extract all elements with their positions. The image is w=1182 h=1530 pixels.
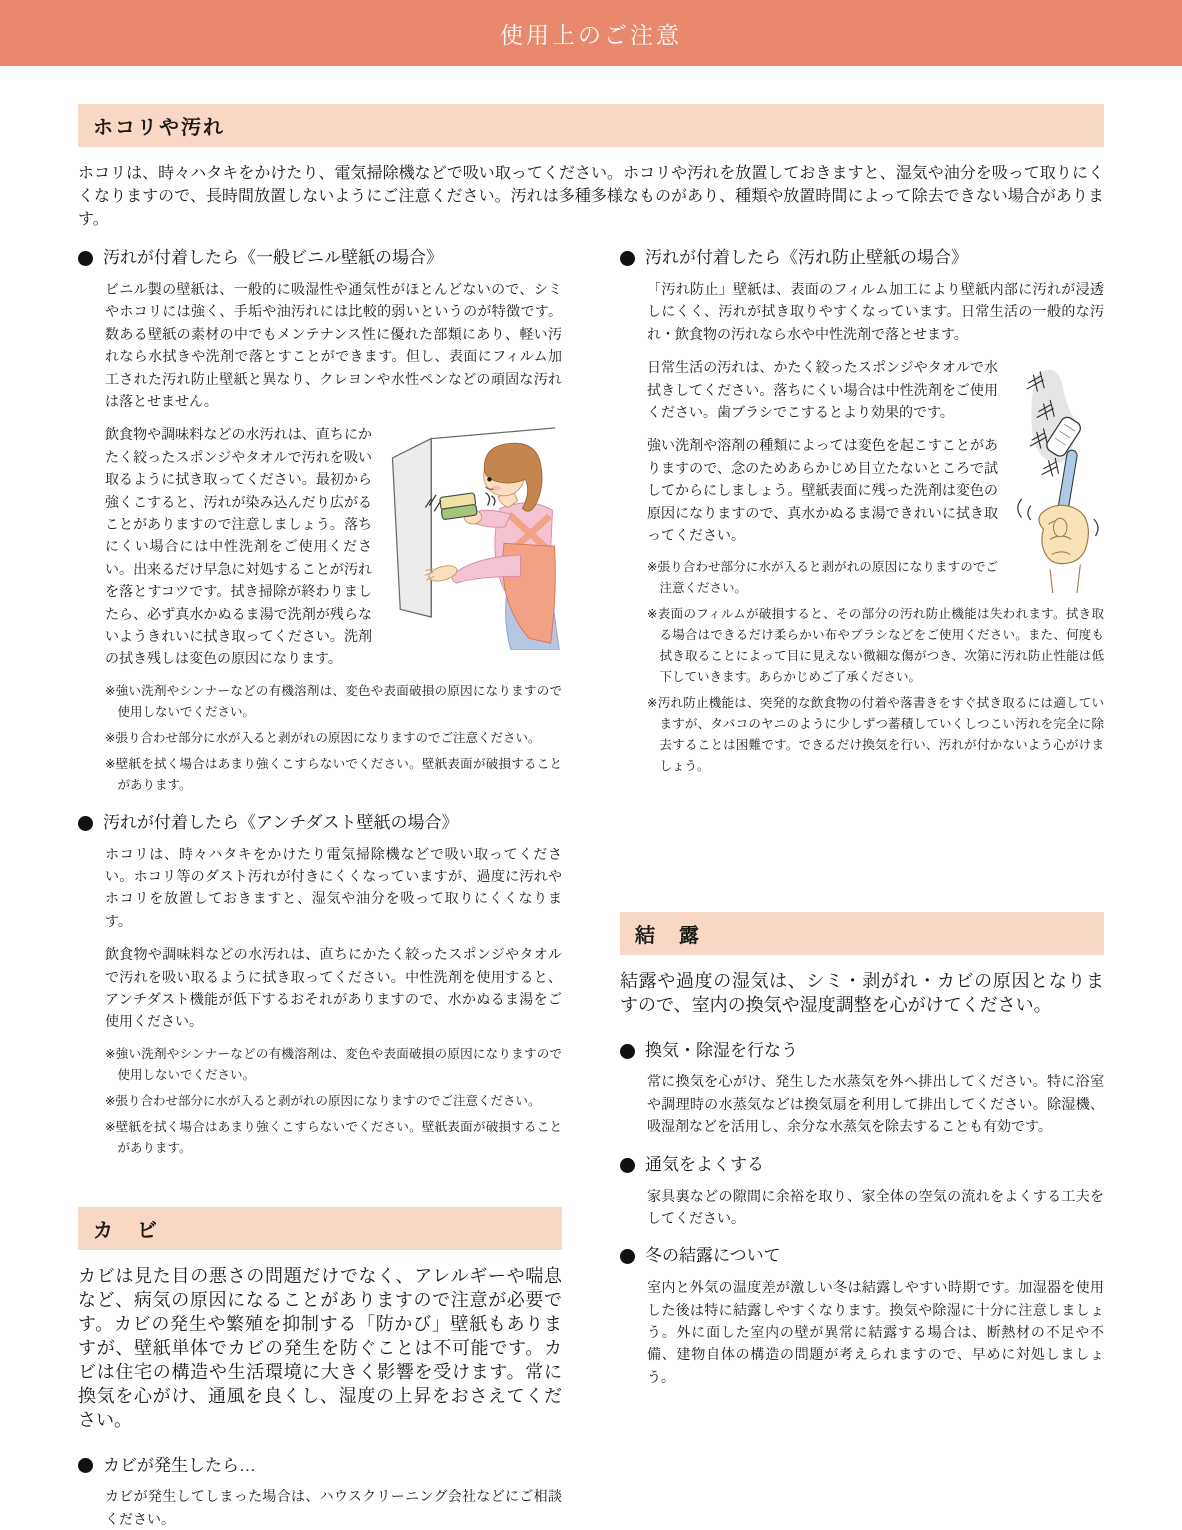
antidust-body (78, 843, 562, 1159)
ketsuro-section (620, 912, 1104, 1388)
heading-airflow-label: 通気をよくする (645, 1154, 764, 1177)
vinyl-note-1: ※強い洗剤やシンナーなどの有機溶剤は、変色や表面破損の原因になりますので使用しないでください。 (105, 681, 562, 723)
vinyl-body (78, 278, 562, 796)
kabi-sub-section (78, 1455, 562, 1530)
section-title-ketsuro: 結 露 (635, 919, 1089, 948)
heading-antidust (78, 812, 562, 835)
bullet-icon (620, 1044, 635, 1059)
heading-airflow (620, 1154, 1104, 1177)
vinyl-paragraph-2: 飲食物や調味料などの水汚れは、直ちにかたく絞ったスポンジやタオルで汚れを吸い取るように拭き取ってください。最初から強くこすると、汚れが染み込んだり広がることがありますので注意しましょう。落ちにくい場合には中性洗剤をご使用ください。出来るだけ早急に対処することが汚れを落とすコツです。拭き掃除が終わりましたら、必ず真水かぬるま湯で洗剤が残らないようきれいに拭き取ってください。洗剤の拭き残しは変色の原因になります。 (105, 423, 562, 669)
bullet-icon (620, 1249, 635, 1264)
airflow-paragraph: 家具裏などの隙間に余裕を取り、家全体の空気の流れをよくする工夫をしてください。 (647, 1185, 1104, 1230)
heading-vinyl (78, 247, 562, 270)
stainproof-paragraph-1: 「汚れ防止」壁紙は、表面のフィルム加工により壁紙内部に汚れが浸透しにくく、汚れが拭き取りやすくなっています。日常生活の一般的な汚れ・飲食物の汚れなら水や中性洗剤で落とせます。 (647, 278, 1104, 345)
section-stainproof-wallpaper (620, 247, 1104, 782)
bullet-icon (78, 251, 93, 266)
stainproof-note-2: ※表面のフィルムが破損すると、その部分の汚れ防止機能は失われます。拭き取る場合はできるだけ柔らかい布やブラシなどをご使用ください。また、何度も拭き取ることによって目に見えない微細な傷がつき、次第に汚れ防止性能は低下していきます。あらかじめご了承ください。 (647, 604, 1104, 688)
right-column (620, 247, 1104, 1530)
antidust-paragraph-2: 飲食物や調味料などの水汚れは、直ちにかたく絞ったスポンジやタオルで汚れを吸い取るように拭き取ってください。中性洗剤を使用すると、アンチダスト機能が低下するおそれがありますので、水かぬるま湯をご使用ください。 (105, 943, 562, 1033)
page-content (0, 104, 1182, 1530)
vinyl-note-2: ※張り合わせ部分に水が入ると剥がれの原因になりますのでご注意ください。 (105, 728, 562, 749)
section-vinyl-wallpaper (78, 247, 562, 796)
antidust-note-1: ※強い洗剤やシンナーなどの有機溶剤は、変色や表面破損の原因になりますので使用しないでください。 (105, 1044, 562, 1086)
section-antidust-wallpaper (78, 812, 562, 1159)
bullet-icon (78, 816, 93, 831)
vinyl-paragraph-1: ビニル製の壁紙は、一般的に吸湿性や通気性がほとんどないので、シミやホコリには強く、手垢や油汚れには比較的弱いというのが特徴です。数ある壁紙の素材の中でもメンテナンス性に優れた部類にあり、軽い汚れなら水拭きや洗剤で落とすことができます。但し、表面にフィルム加工された汚れ防止壁紙と異なり、クレヨンや水性ペンなどの頑固な汚れは落とせません。 (105, 278, 562, 412)
heading-kabi-occurred-label: カビが発生したら… (103, 1455, 256, 1478)
heading-kabi-occurred (78, 1455, 562, 1478)
antidust-note-3: ※壁紙を拭く場合はあまり強くこすらないでください。壁紙表面が破損することがあります。 (105, 1117, 562, 1159)
stainproof-paragraph-3: 強い洗剤や溶剤の種類によっては変色を起こすことがありますので、念のためあらかじめ目立たないところで試してからにしましょう。壁紙表面に残った洗剤は変色の原因になりますので、真水かぬるま湯できれいに拭き取ってください。 (647, 434, 1104, 546)
stainproof-body (620, 278, 1104, 782)
ventilation-paragraph: 常に換気を心がけ、発生した水蒸気を外へ排出してください。特に浴室や調理時の水蒸気などは換気扇を利用して排出してください。除湿機、吸湿剤などを活用し、余分な水蒸気を除去することも有効です。 (647, 1070, 1104, 1137)
heading-stainproof-label: 汚れが付着したら《汚れ防止壁紙の場合》 (645, 247, 968, 270)
bullet-icon (620, 1158, 635, 1173)
vinyl-note-3: ※壁紙を拭く場合はあまり強くこすらないでください。壁紙表面が破損することがあります。 (105, 754, 562, 796)
toothbrush-hand-illustration (1008, 358, 1104, 593)
heading-winter-condensation (620, 1245, 1104, 1268)
section-bar-hokori (78, 104, 1104, 147)
kabi-sub-paragraph: カビが発生してしまった場合は、ハウスクリーニング会社などにご相談ください。 (105, 1485, 562, 1530)
antidust-note-2: ※張り合わせ部分に水が入ると剥がれの原因になりますのでご注意ください。 (105, 1091, 562, 1112)
ketsuro-body-paragraph: 結露や過度の湿気は、シミ・剥がれ・カビの原因となりますので、室内の換気や湿度調整を心がけてください。 (620, 969, 1104, 1017)
section-bar-kabi (78, 1207, 562, 1250)
hokori-intro-paragraph: ホコリは、時々ハタキをかけたり、電気掃除機などで吸い取ってください。ホコリや汚れを放置しておきますと、湿気や油分を吸って取りにくくなりますので、長時間放置しないようにご注意ください。汚れは多種多様なものがあり、種類や放置時間によって除去できない場合があります。 (78, 162, 1104, 231)
stainproof-paragraph-2: 日常生活の汚れは、かたく絞ったスポンジやタオルで水拭きしてください。落ちにくい場合は中性洗剤をご使用ください。歯ブラシでこするとより効果的です。 (647, 356, 1104, 423)
two-column-layout (78, 247, 1104, 1530)
section-title-kabi: カ ビ (93, 1214, 547, 1243)
kabi-section (78, 1207, 562, 1530)
antidust-paragraph-1: ホコリは、時々ハタキをかけたり電気掃除機などで吸い取ってください。ホコリ等のダスト汚れが付きにくくなっていますが、過度に汚れやホコリを放置しておきますと、湿気や油分を吸って取りにくくなります。 (105, 843, 562, 933)
bullet-icon (620, 251, 635, 266)
heading-ventilation-label: 換気・除湿を行なう (645, 1040, 798, 1063)
winter-condensation-paragraph: 室内と外気の温度差が激しい冬は結露しやすい時期です。加湿器を使用した後は特に結露しやすくなります。換気や除湿に十分に注意しましょう。外に面した室内の壁が異常に結露する場合は、断熱材の不足や不備、建物自体の構造の問題が考えられますので、早めに対処しましょう。 (647, 1276, 1104, 1388)
heading-antidust-label: 汚れが付着したら《アンチダスト壁紙の場合》 (103, 812, 458, 835)
section-title-hokori: ホコリや汚れ (93, 111, 1089, 140)
heading-vinyl-label: 汚れが付着したら《一般ビニル壁紙の場合》 (103, 247, 443, 270)
ketsuro-item-ventilation (620, 1040, 1104, 1138)
left-column (78, 247, 562, 1530)
heading-ventilation (620, 1040, 1104, 1063)
page-title: 使用上のご注意 (500, 17, 682, 50)
ketsuro-item-winter (620, 1245, 1104, 1388)
heading-winter-condensation-label: 冬の結露について (645, 1245, 781, 1268)
woman-wiping-wall-illustration (382, 425, 562, 650)
heading-stainproof (620, 247, 1104, 270)
ketsuro-item-airflow (620, 1154, 1104, 1230)
page-header-bar (0, 0, 1182, 66)
bullet-icon (78, 1458, 93, 1473)
stainproof-note-3: ※汚れ防止機能は、突発的な飲食物の付着や落書きをすぐ拭き取るには適していますが、タバコのヤニのように少しずつ蓄積していくしつこい汚れを完全に除去することは困難です。できるだけ換気を行い、汚れが付かないよう心がけましょう。 (647, 693, 1104, 777)
kabi-body-paragraph: カビは見た目の悪さの問題だけでなく、アレルギーや喘息など、病気の原因になることがありますので注意が必要です。カビの発生や繁殖を抑制する「防かび」壁紙もありますが、壁紙単体でカビの発生を防ぐことは不可能です。カビは住宅の構造や生活環境に大きく影響を受けます。常に換気を心がけ、通風を良くし、湿度の上昇をおさえてください。 (78, 1264, 562, 1433)
stainproof-note-1: ※張り合わせ部分に水が入ると剥がれの原因になりますのでご注意ください。 (647, 557, 1104, 599)
section-bar-ketsuro (620, 912, 1104, 955)
